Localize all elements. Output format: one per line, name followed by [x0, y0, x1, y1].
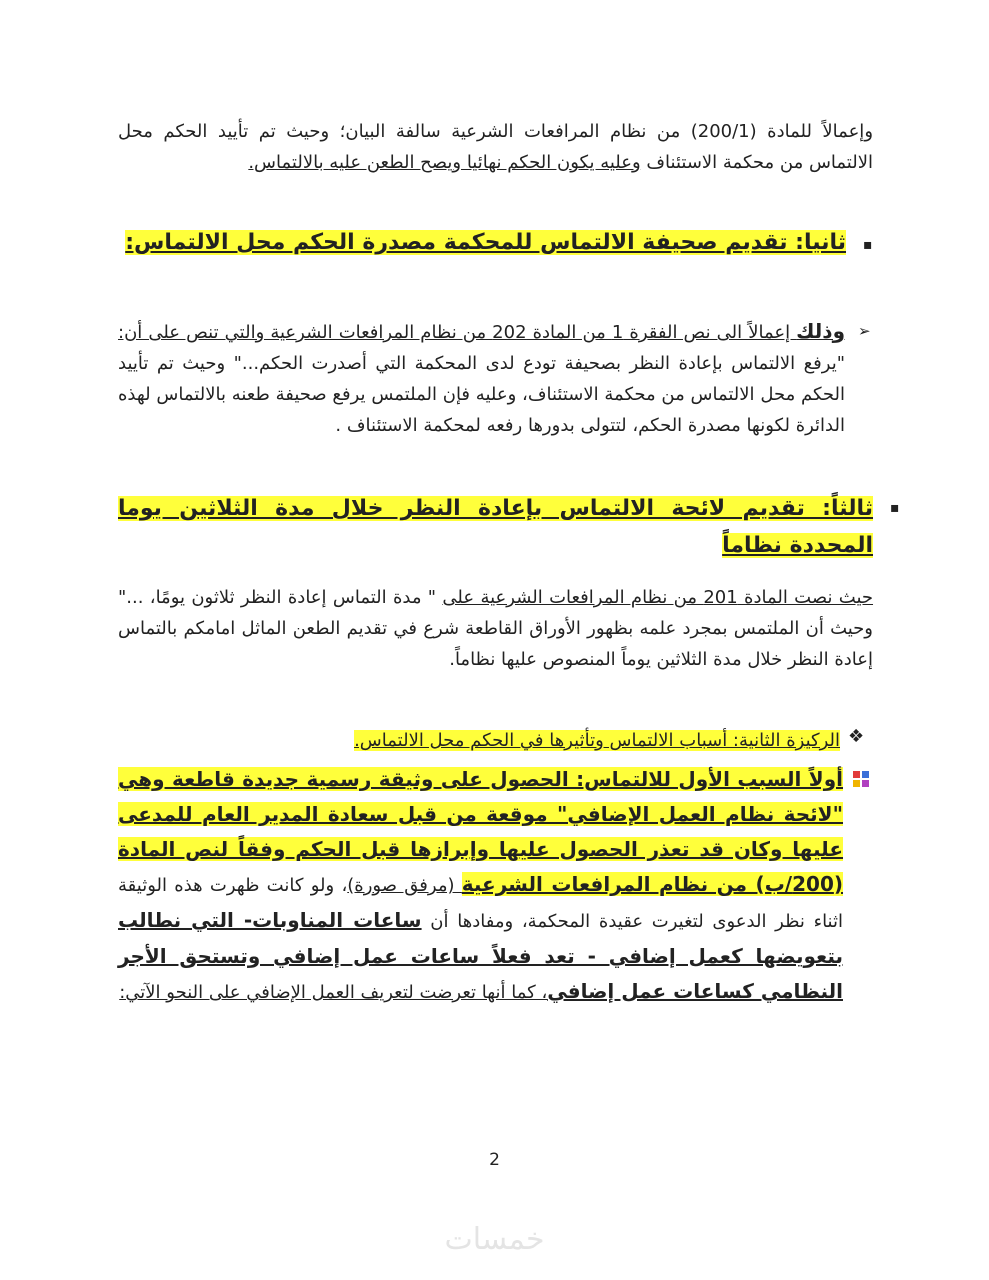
second-paragraph	[118, 316, 845, 441]
third-heading-text: ثالثاً: تقديم لائحة الالتماس بإعادة النظر خلال مدة الثلاثين يوما المحددة نظاماً	[118, 496, 873, 558]
intro-text: وإعمالاً للمادة (200/1) من نظام المرافعات الشرعية سالفة البيان؛ وحيث تم تأييد الحكم محل الالتماس من محكمة الاستئناف	[118, 121, 874, 173]
reason1-attachment-note: (مرفق صورة)	[347, 875, 462, 896]
third-body-text: " مدة التماس إعادة النظر ثلاثون يومًا، ..." وحيث أن الملتمس بمجرد علمه بظهور الأوراق القاطعة شرع في تقديم الطعن الماثل امامكم بالتماس إعادة النظر خلال مدة الثلاثين يوماً المنصوص عليها نظاماً.	[118, 587, 873, 670]
intro-conclusion: وعليه يكون الحكم نهائيا ويصح الطعن عليه بالالتماس.	[248, 152, 641, 173]
reason1-paragraph	[118, 762, 843, 1010]
third-intro-text: حيث نصت المادة 201 من نظام المرافعات الشرعية على	[442, 587, 874, 608]
pillar2-heading	[118, 725, 840, 756]
watermark-logo: خمسات	[444, 1222, 545, 1257]
second-paragraph-intro	[118, 319, 845, 343]
reason1-emphasis: ساعات المناوبات- التي نطالب بتعويضها كعمل إضافي - تعد فعلاً ساعات عمل إضافي وتستحق الأجر النظامي كساعات عمل إضافي	[118, 908, 843, 1003]
arrow-bullet-icon: ➢	[858, 322, 871, 340]
second-heading	[118, 224, 846, 261]
third-heading	[118, 490, 873, 564]
second-heading-text: ثانيا: تقديم صحيفة الالتماس للمحكمة مصدرة الحكم محل الالتماس:	[125, 230, 846, 255]
second-body-text: "يرفع الالتماس بإعادة النظر بصحيفة تودع لدى المحكمة التي أصدرت الحكم..." وحيث تم تأييد الحكم محل الالتماس من محكمة الاستئناف، وعليه فإن الملتمس يرفع صحيفة طعنه بالالتماس لهذه الدائرة لكونها مصدرة الحكم، لتتولى بدورها رفعه لمحكمة الاستئناف .	[118, 353, 845, 436]
second-lead-word: وذلك	[796, 319, 845, 343]
third-paragraph	[118, 582, 873, 675]
page-number: 2	[489, 1150, 500, 1170]
square-bullet-icon: ▪	[890, 500, 900, 516]
flag-bullet-icon	[850, 768, 872, 790]
reason1-tail: ، كما أنها تعرضت لتعريف العمل الإضافي على النحو الآتي:	[119, 982, 548, 1003]
reason1-heading-text: أولاً السبب الأول للالتماس: الحصول على وثيقة رسمية جديدة قاطعة وهي "لائحة نظام العمل الإضافي" موقعة من قبل سعادة المدير العام للمدعى عليها وكان قد تعذر الحصول عليها وإبرازها قبل الحكم وفقاً لنص المادة (200/ب) من نظام المرافعات الشرعية	[118, 767, 843, 896]
pillar2-heading-text: الركيزة الثانية: أسباب الالتماس وتأثيرها في الحكم محل الالتماس.	[354, 730, 840, 751]
diamond-bullet-icon: ❖	[848, 726, 865, 747]
reason1-text: ، ولو كانت ظهرت هذه الوثيقة اثناء نظر الدعوى لتغيرت عقيدة المحكمة، ومفادها أن	[118, 875, 843, 932]
second-intro-text: إعمالاً الى نص الفقرة 1 من المادة 202 من نظام المرافعات الشرعية والتي تنص على أن:	[118, 322, 797, 343]
square-bullet-icon: ▪	[863, 237, 873, 253]
intro-paragraph	[118, 116, 873, 178]
